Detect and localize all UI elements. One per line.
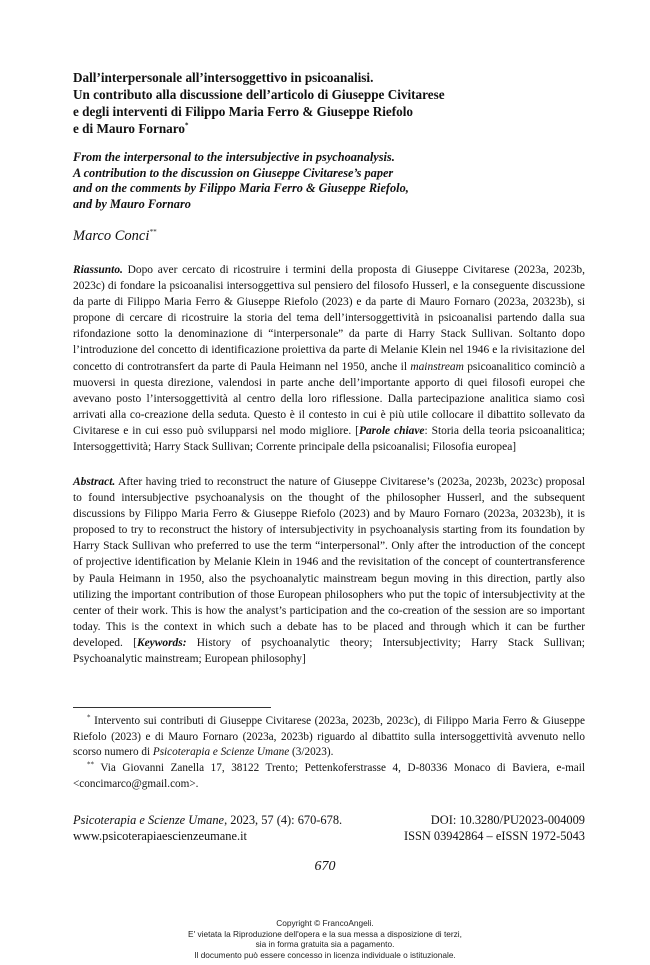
italian-title-line: Dall’interpersonale all’intersoggettivo in psicoanalisi. (73, 70, 374, 85)
english-title-line: and by Mauro Fornaro (73, 196, 191, 211)
riassunto-paragraph (73, 262, 585, 455)
issn: ISSN 03942864 – eISSN 1972-5043 (403, 829, 585, 843)
copyright-notice (0, 918, 650, 960)
footnote-1-mark: * (87, 713, 91, 722)
footnote-2-mark: ** (87, 760, 94, 769)
citation-details: , 2023, 57 (4): 670-678. (224, 813, 343, 827)
footnote-1 (73, 714, 585, 761)
footnote-1-text: Intervento sui contributi di Giuseppe Civitarese (2023a, 2023b, 2023c), di Filippo Maria Ferro & Giuseppe Riefolo (2023) e di Mauro Fornaro (2023a, 2023b) riguardo al dibattito sulla intersoggettività avvenuto nello scorso numero di (73, 715, 585, 758)
riassunto-text-2: psicoanalitico cominciò a muoversi in questa direzione, valendosi in parte anche dell’importante apporto di quei filosofi europei che avevano posto l’intersoggettività al centro della loro riflessione. Dalla partecipazione analitica siamo così arrivati alla co-creazione della seduta. Questo è il contesto in cui è più utile collocare il dibattito sollevato da Civitarese e in cui esso può svilupparsi nel modo migliore. [ (73, 360, 585, 437)
italian-title-line (73, 120, 585, 137)
footnote-divider (73, 707, 271, 708)
english-title-line: and on the comments by Filippo Maria Ferro & Giuseppe Riefolo, (73, 181, 409, 195)
copyright-line: Copyright © FrancoAngeli. (276, 918, 374, 928)
footnote-1-tail: (3/2023). (289, 746, 334, 758)
parole-chiave-label: Parole chiave (358, 424, 425, 437)
english-title-line: A contribution to the discussion on Giuseppe Civitarese’s paper (73, 165, 394, 180)
page-number: 670 (314, 859, 336, 874)
journal-citation (73, 812, 342, 828)
italian-title-line: Un contributo alla discussione dell’articolo di Giuseppe Civitarese (73, 87, 445, 102)
copyright-line: Il documento può essere concesso in licenza individuale o istituzionale. (194, 949, 456, 960)
author-line (73, 228, 585, 245)
copyright-line: E' vietata la Riproduzione dell'opera e la sua messa a disposizione di terzi, (188, 928, 462, 939)
journal-website: www.psicoterapiaescienzeumane.it (73, 829, 247, 843)
abstract-label: Abstract. (73, 476, 116, 488)
english-title-line: From the interpersonal to the intersubjective in psychoanalysis. (73, 150, 395, 164)
english-title (73, 150, 585, 212)
italian-title-text: e di Mauro Fornaro (73, 121, 185, 136)
copyright-line: sia in forma gratuita sia a pagamento. (255, 939, 395, 949)
keywords-text: History of psychoanalytic theory; Intersubjectivity; Harry Stack Sullivan; Psychoanalytic mainstream; European philosophy] (73, 636, 585, 666)
journal-name: Psicoterapia e Scienze Umane (73, 813, 225, 827)
italian-title-line: e degli interventi di Filippo Maria Ferro & Giuseppe Riefolo (73, 104, 414, 119)
abstract-text: After having tried to reconstruct the nature of Giuseppe Civitarese’s (2023a, 2023b, 2023c) proposal to found intersubjective psychoanalysis on the thought of the philosopher Husserl, and the subsequent discussions by Filippo Maria Ferro & Giuseppe Riefolo (2023) and by Mauro Fornaro (2023a, 20323b), it is proposed to try to reconstruct the history of intersubjectivity in psychoanalysis starting from its foundation by Harry Stack Sullivan who preferred to use the term “interpersonal”. Only after the introduction of the concept of projective identification by Melanie Klein in 1946 and the revisitation of the concept of countertransference by Paula Heimann in 1950, also the psychoanalytic mainstream begun moving in this direction, partly also utilizing the important contribution of those European philosophers who put the topic of intersubjectivity at the center of their work. This is how the analyst’s participation and the co-creation of the session are so important today. This is the context in which such a debate has to be placed and through which it can be further developed. [ (73, 476, 585, 649)
italian-title (73, 69, 585, 137)
doi: DOI: 10.3280/PU2023-004009 (430, 813, 585, 827)
parole-chiave-text: : Storia della teoria psicoanalitica; Intersoggettività; Harry Stack Sullivan; Corrente principale della psicoanalisi; Filosofia europea] (73, 424, 585, 454)
footnote-1-journal: Psicoterapia e Scienze Umane (152, 746, 290, 758)
footnote-2 (73, 761, 585, 792)
riassunto-mainstream: mainstream (410, 360, 464, 373)
riassunto-text-1: Dopo aver cercato di ricostruire i termini della proposta di Giuseppe Civitarese (2023a, 2023b, 2023c) di fondare la psicoanalisi intersoggettiva sul pensiero del filosofo Husserl, e la conseguente discussione da parte di Filippo Maria Ferro & Giuseppe Riefolo (2023) e da parte di Mauro Fornaro (2023a, 20323b), si propone di cercare di ricostruire la storia del tema dell’intersoggettività in psicoanalisi partendo dalla sua rifondazione sotto la denominazione di “interpersonale” da parte di Harry Stack Sullivan. Soltanto dopo l’introduzione del concetto di identificazione proiettiva da parte di Melanie Klein nel 1946 e la rivisitazione del concetto di controtransfert da parte di Paula Heimann nel 1950, anche il (73, 264, 585, 373)
abstract-paragraph (73, 474, 585, 667)
footnote-2-text: Via Giovanni Zanella 17, 38122 Trento; Pettenkoferstrasse 4, D-80336 Monaco di Baviera, e-mail <concimarco@gmail.com>. (73, 762, 585, 790)
author-footnote-mark: ** (149, 228, 157, 237)
riassunto-label: Riassunto. (73, 264, 123, 276)
title-footnote-mark: * (184, 121, 189, 130)
keywords-label: Keywords: (136, 636, 187, 649)
author-name: Marco Conci (73, 228, 150, 244)
